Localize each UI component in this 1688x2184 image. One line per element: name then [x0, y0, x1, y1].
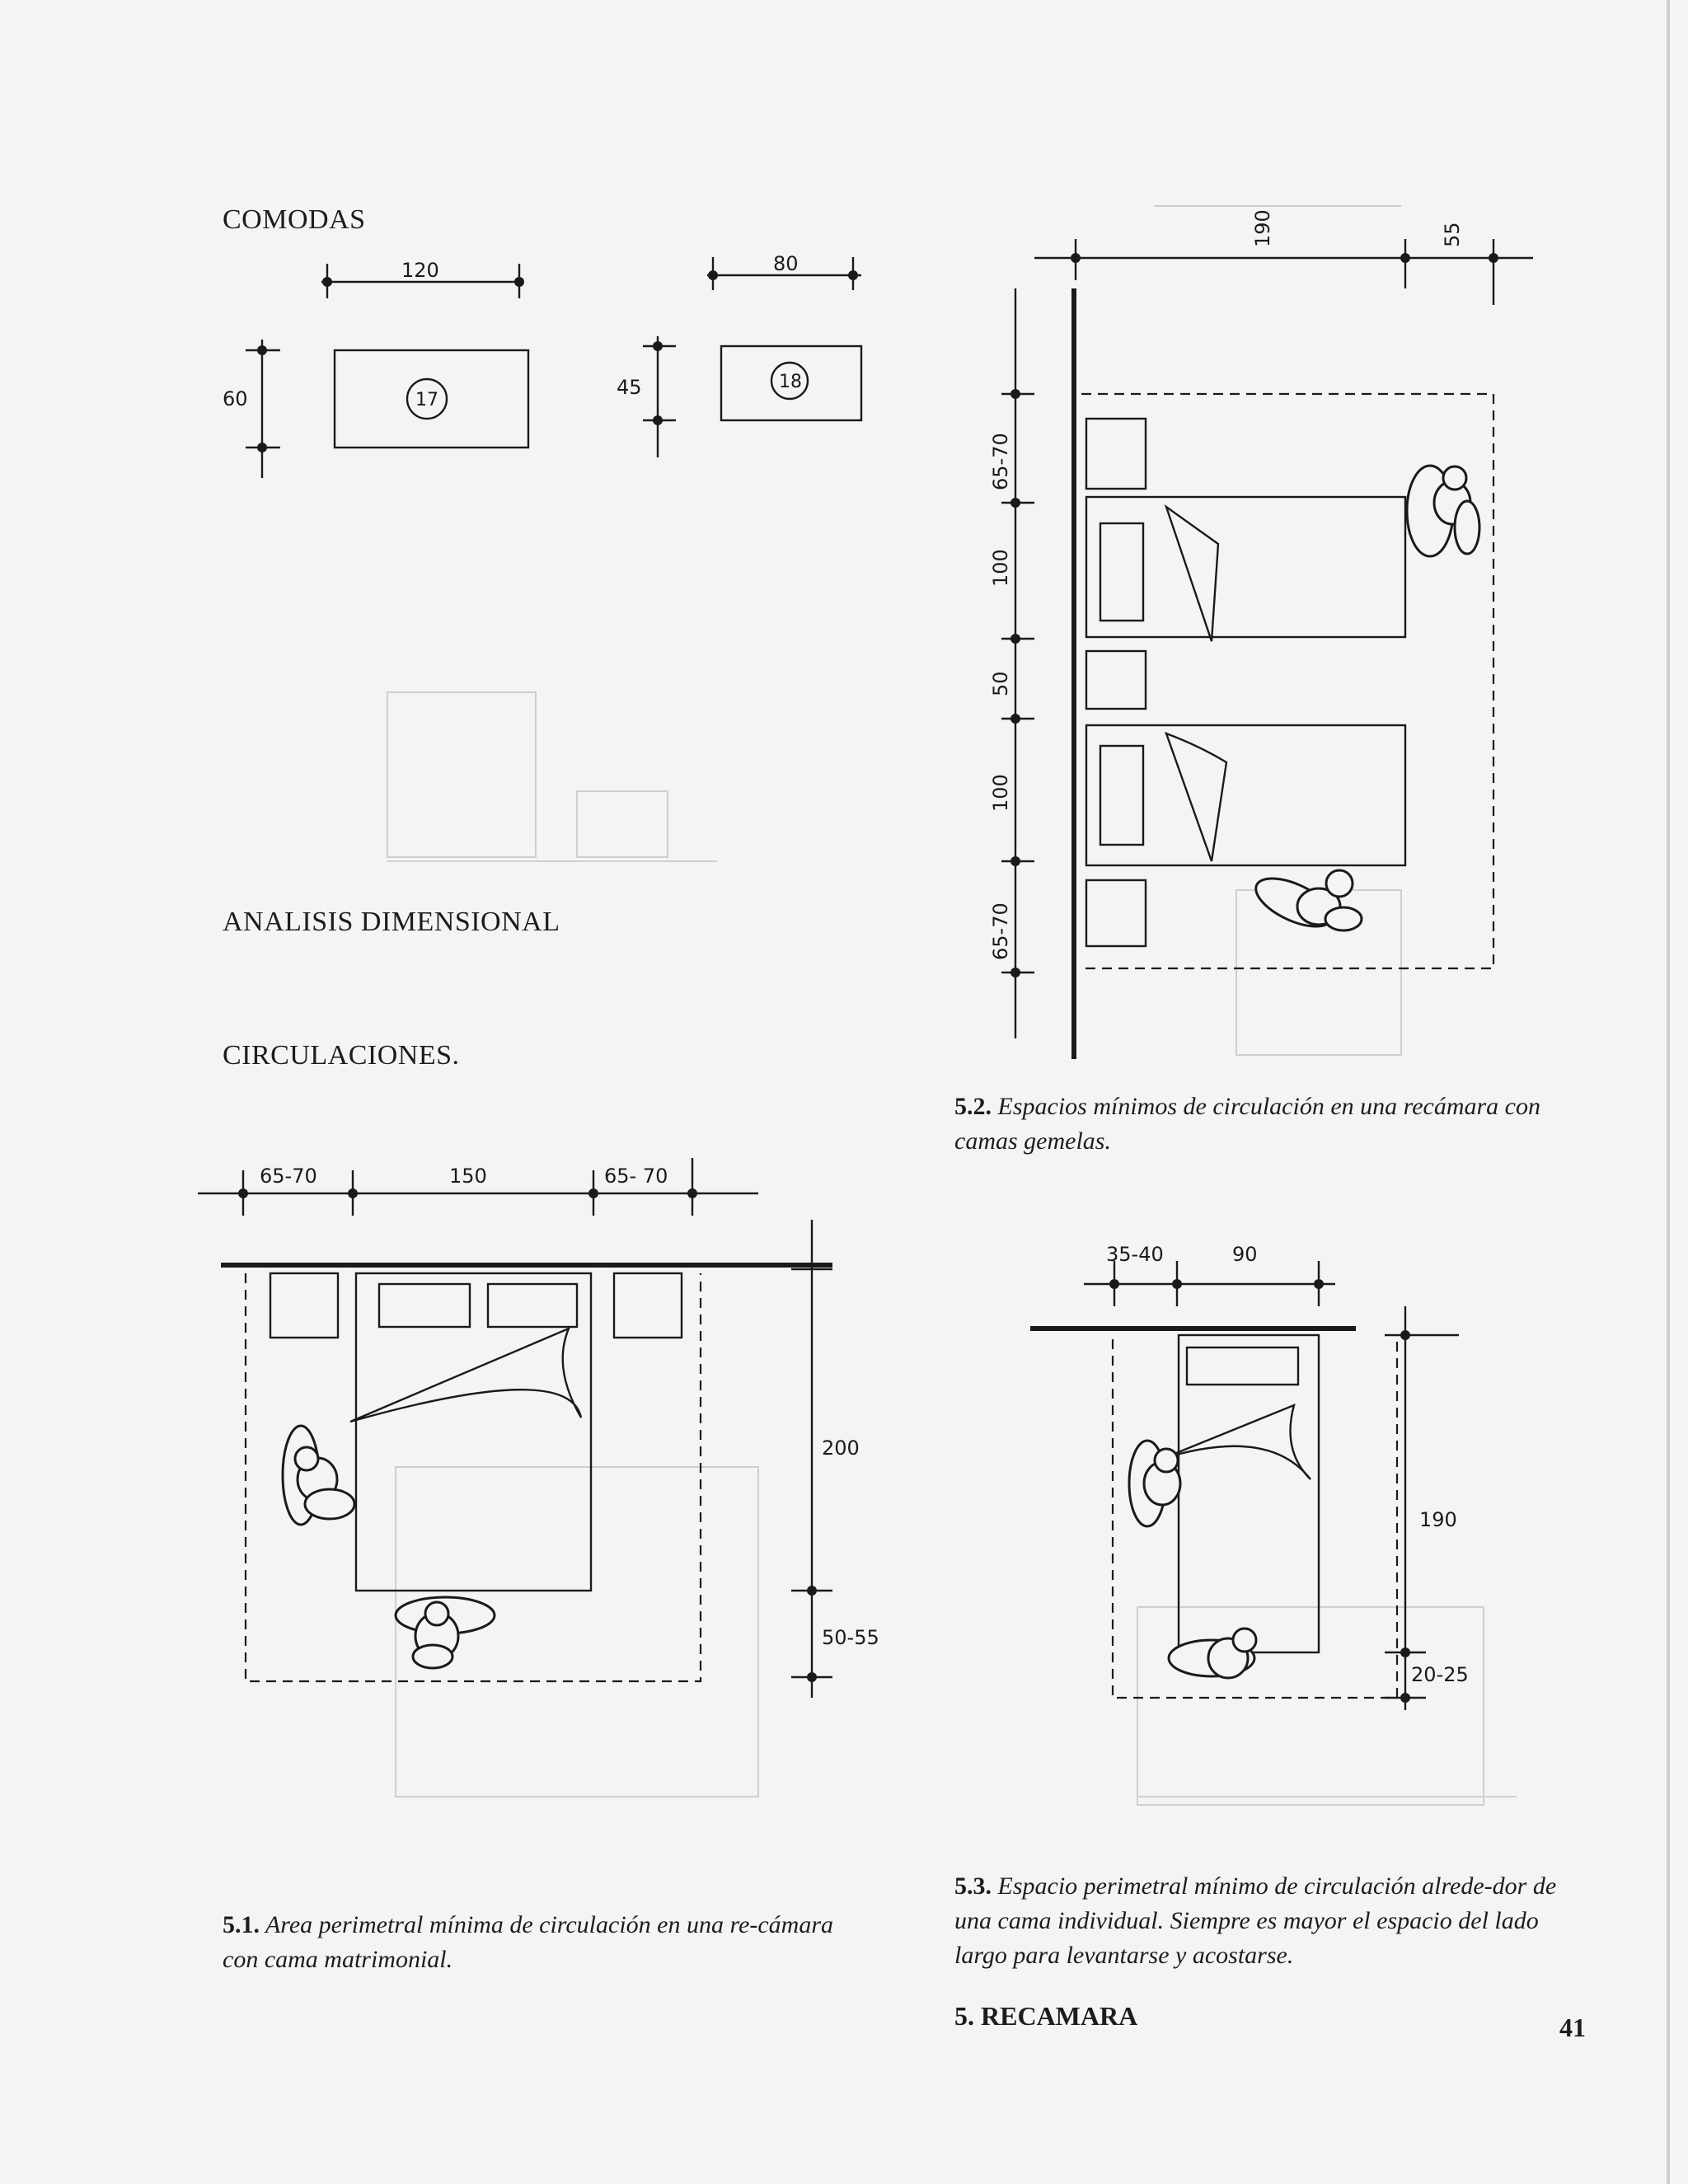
fig52-bed-2-pillow [1100, 746, 1143, 845]
comoda-17-depth: 60 [223, 387, 248, 410]
caption-fig-5-2-text: Espacios mínimos de circulación en una recámara con camas gemelas. [954, 1093, 1540, 1155]
fig52-nightstand-2 [1086, 651, 1146, 709]
fig52-dim-55: 55 [1441, 222, 1464, 247]
fig52-person-2 [1249, 869, 1362, 936]
fig51-dim-65-70-right: 65- 70 [604, 1165, 668, 1188]
fig53-dim-20-25: 20-25 [1411, 1663, 1469, 1686]
comoda-18-depth: 45 [617, 376, 642, 399]
fig51-nightstand-left [270, 1273, 338, 1338]
fig53-dim-35-40: 35-40 [1106, 1243, 1164, 1266]
caption-fig-5-3-number: 5.3. [954, 1872, 992, 1900]
comoda-17-width: 120 [401, 259, 439, 282]
fig52-dim-100-b: 100 [989, 774, 1012, 812]
fig52-dim-190: 190 [1251, 209, 1274, 247]
comoda-18-width: 80 [773, 252, 799, 275]
fig51-dim-50-55: 50-55 [822, 1626, 879, 1649]
fig51-bed [356, 1273, 591, 1591]
fig51-bed-sheet [350, 1329, 581, 1422]
figure-5-1 [198, 1158, 879, 1698]
fig51-dim-200: 200 [822, 1436, 860, 1460]
fig51-person-bottom [396, 1597, 495, 1668]
fig53-bed-sheet [1162, 1405, 1311, 1479]
fig51-pillow-left [379, 1284, 470, 1327]
fig51-pillow-right [488, 1284, 577, 1327]
page-number: 41 [1559, 2013, 1586, 2042]
fig52-nightstand-3 [1086, 880, 1146, 946]
ghost-show-through [387, 206, 1517, 1805]
fig51-person-left [283, 1426, 354, 1525]
figure-5-2 [989, 209, 1533, 1059]
fig52-bed-1-sheet [1166, 507, 1218, 641]
comoda-18 [617, 252, 861, 457]
fig53-person-side [1129, 1441, 1180, 1526]
fig51-nightstand-right [614, 1273, 682, 1338]
heading-analisis-dimensional: ANALISIS DIMENSIONAL [223, 907, 560, 937]
caption-fig-5-2-number: 5.2. [954, 1093, 992, 1120]
comoda-17 [223, 259, 528, 478]
comoda-18-label: 18 [779, 372, 802, 392]
caption-fig-5-1-text: Area perimetral mínima de circulación en una re-cámara con cama matrimonial. [223, 1911, 833, 1973]
caption-fig-5-3 [954, 1869, 1589, 1973]
fig52-bed-2-sheet [1166, 733, 1226, 861]
fig52-bed-1 [1086, 497, 1405, 637]
figure-5-3 [1030, 1243, 1469, 1710]
caption-fig-5-1 [223, 1908, 857, 1977]
fig53-pillow [1187, 1347, 1298, 1385]
fig52-dim-100-a: 100 [989, 549, 1012, 587]
caption-fig-5-2 [954, 1090, 1589, 1159]
comoda-17-label: 17 [415, 390, 438, 410]
fig53-dim-190: 190 [1419, 1508, 1457, 1531]
fig51-dim-150: 150 [449, 1165, 487, 1188]
fig53-dim-90: 90 [1232, 1243, 1258, 1266]
heading-circulaciones: CIRCULACIONES. [223, 1040, 460, 1071]
fig52-dim-65-70-top: 65-70 [989, 433, 1012, 490]
fig52-dim-50: 50 [989, 671, 1012, 696]
heading-comodas: COMODAS [223, 204, 366, 235]
fig52-nightstand-1 [1086, 419, 1146, 489]
fig52-person-1 [1407, 466, 1479, 556]
fig52-dim-65-70-bottom: 65-70 [989, 902, 1012, 960]
caption-fig-5-3-text: Espacio perimetral mínimo de circulación alrede-dor de una cama individual. Siempre es mayor el espacio del lado largo para levantarse y acostarse. [954, 1872, 1557, 1969]
fig51-dim-65-70-left: 65-70 [260, 1165, 317, 1188]
caption-fig-5-1-number: 5.1. [223, 1911, 260, 1938]
fig53-person-foot [1169, 1629, 1256, 1678]
footer-section: 5. RECAMARA [954, 2001, 1138, 2031]
fig52-bed-1-pillow [1100, 523, 1143, 621]
